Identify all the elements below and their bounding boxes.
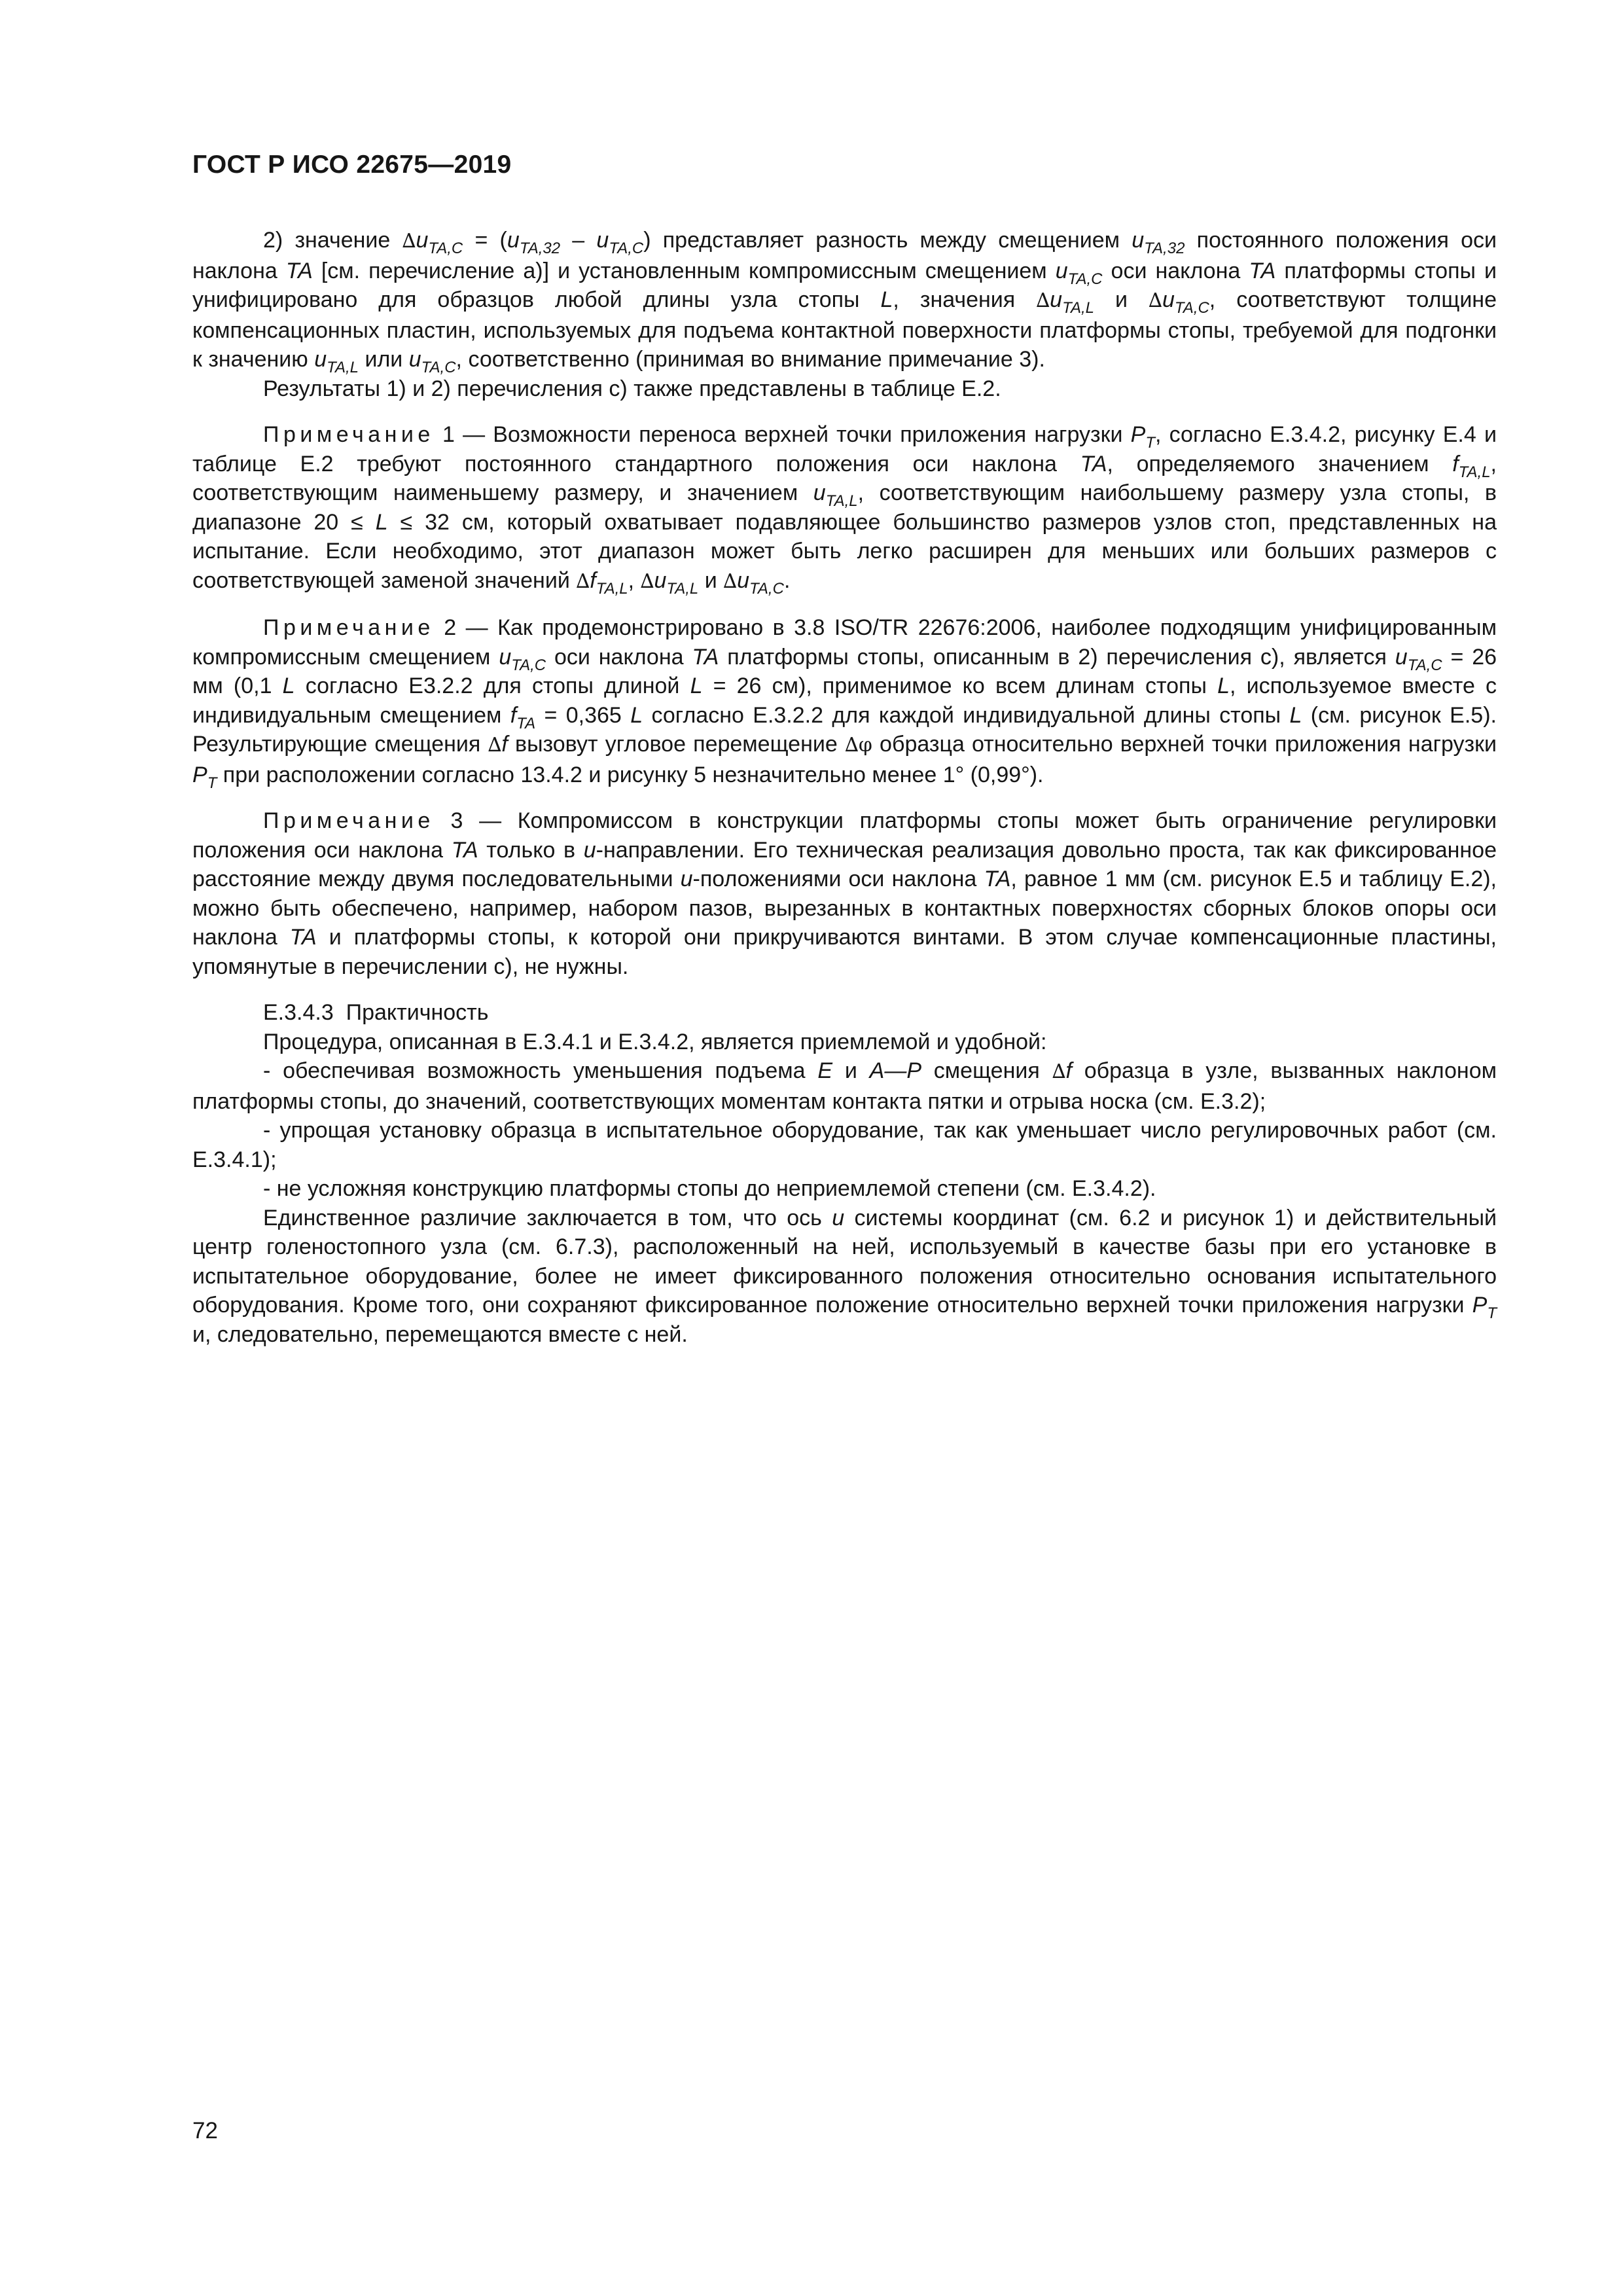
list-item: - обеспечивая возможность уменьшения подъема E и A—P смещения ∆f образца в узле, вызванных наклоном платформы стопы, до значений, соответствующих моментам контакта пятки и отрыва носка (см. Е.3.2);: [192, 1058, 1497, 1114]
note-label: Примечание: [263, 422, 435, 447]
section-heading: [192, 998, 1497, 1028]
note-1: Примечание 1 — Возможности переноса верхней точки приложения нагрузки $P_T$, согласно Е.3.4.2, рисунку Е.4 и таблице Е.2 требуют постоянного стандартного положения оси наклона TA, определяемого значением $f_{TA,L}$, соответствующим наименьшему размеру, и значением $u_{TA,L}$, соответствующим наибольшему размеру узла стопы, в диапазоне 20 ≤ L ≤ 32 см, который охватывает подавляющее большинство размеров узлов стоп, представленных на испытание. Если необходимо, этот диапазон может быть легко расширен для меньших или больших размеров с соответствующей заменой значений $\Delta f_{TA,L}$, $\Delta u_{TA,L}$ и $\Delta u_{TA,C}$.: [192, 422, 1497, 598]
document-header: ГОСТ Р ИСО 22675—2019: [192, 151, 512, 179]
page-number: 72: [192, 2118, 218, 2144]
list-item: - упрощая установку образца в испытательное оборудование, так как уменьшает число регулировочных работ (см. Е.3.4.1);: [192, 1118, 1497, 1172]
section-title: Практичность: [346, 1000, 489, 1025]
paragraph-results: Результаты 1) и 2) перечисления с) также представлены в таблице Е.2.: [263, 376, 1001, 401]
section-number: E.3.4.3: [263, 1000, 334, 1025]
paragraph-procedure: Процедура, описанная в Е.3.4.1 и Е.3.4.2, является приемлемой и удобной:: [263, 1029, 1047, 1054]
note-2: Примечание 2 — Как продемонстрировано в 3.8 ISO/TR 22676:2006, наиболее подходящим унифицированным компромиссным смещением $u_{TA,C}$ оси наклона TA платформы стопы, описанным в 2) перечисления с), является $u_{TA,C} = 26$ мм (0,1 L согласно Е3.2.2 для стопы длиной L = 26 см), применимое ко всем длинам стопы L, используемое вместе с индивидуальным смещением $f_{TA} = 0,365$ L согласно Е.3.2.2 для каждой индивидуальной длины стопы L (см. рисунок Е.5). Результирующие смещения ∆f вызовут угловое перемещение ∆φ образца относительно верхней точки приложения нагрузки $P_T$ при расположении согласно 13.4.2 и рисунку 5 незначительно менее 1° (0,99°).: [192, 615, 1497, 792]
note-label: Примечание: [263, 615, 435, 640]
list-item: - не усложняя конструкцию платформы стопы до неприемлемой степени (см. Е.3.4.2).: [263, 1176, 1156, 1201]
paragraph-conclusion: Единственное различие заключается в том, что ось u системы координат (см. 6.2 и рисунок 1) и действительный центр голеностопного узла (см. 6.7.3), расположенный на ней, используемый в качестве базы при его установке в испытательное оборудование, более не имеет фиксированного положения относительно основания испытательного оборудования. Кроме того, они сохраняют фиксированное положение относительно верхней точки приложения нагрузки $P_T$ и, следовательно, перемещаются вместе с ней.: [192, 1205, 1497, 1347]
document-body: [192, 226, 1497, 1349]
note-label: Примечание: [263, 808, 435, 833]
paragraph-value-2: 2) значение $\Delta u_{TA,C} = (u_{TA,32} - u_{TA,C})$ представляет разность между смещением $u_{TA,32}$ постоянного положения оси наклона TA [см. перечисление а)] и установленным компромиссным смещением $u_{TA,C}$ оси наклона TA платформы стопы и унифицировано для образцов любой длины узла стопы L, значения $\Delta u_{TA,L}$ и $\Delta u_{TA,C}$, соответствуют толщине компенсационных пластин, используемых для подъема контактной поверхности платформы стопы, требуемой для подгонки к значению $u_{TA,L}$ или $u_{TA,C}$, соответственно (принимая во внимание примечание 3).: [192, 228, 1497, 376]
note-3: Примечание 3 — Компромиссом в конструкции платформы стопы может быть ограничение регулировки положения оси наклона TA только в u-направлении. Его техническая реализация довольно проста, так как фиксированное расстояние между двумя последовательными u-положениями оси наклона TA, равное 1 мм (см. рисунок Е.5 и таблицу Е.2), можно быть обеспечено, например, набором пазов, вырезанных в контактных поверхностях сборных блоков опоры оси наклона TA и платформы стопы, к которой они прикручиваются винтами. В этом случае компенсационные пластины, упомянутые в перечислении с), не нужны.: [192, 808, 1497, 979]
